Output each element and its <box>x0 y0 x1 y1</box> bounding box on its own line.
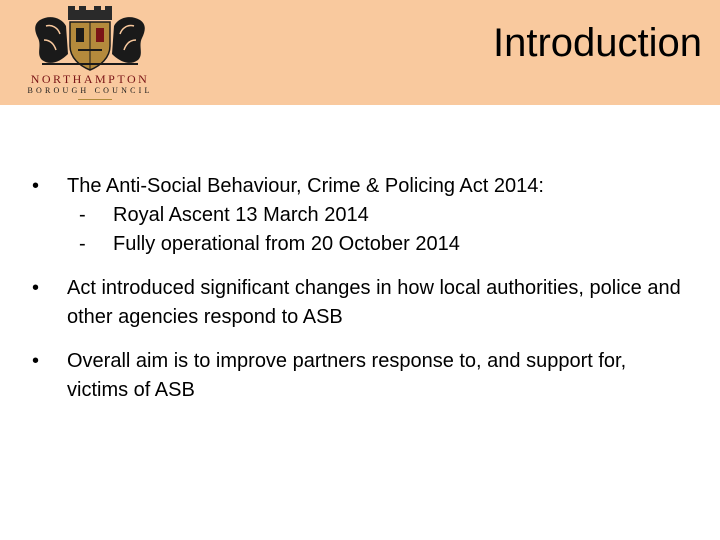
bullet-item <box>32 274 692 332</box>
slide-title: Introduction <box>492 21 702 65</box>
bullet-text: The Anti-Social Behaviour, Crime & Policing Act 2014: <box>67 175 544 197</box>
northampton-logo <box>20 6 160 102</box>
logo-divider <box>78 99 112 100</box>
bullet-text: Act introduced significant changes in how local authorities, police and other agencies respond to ASB <box>67 277 681 328</box>
sub-bullet-text: Royal Ascent 13 March 2014 <box>113 204 369 226</box>
bullet-point: • <box>32 277 40 299</box>
bullet-point: • <box>32 350 40 372</box>
bullet-item <box>32 172 692 259</box>
sub-bullet-dash: - <box>79 233 86 255</box>
bullet-point: • <box>32 175 40 197</box>
coat-of-arms-icon <box>20 6 160 72</box>
sub-bullet-item <box>67 201 692 230</box>
logo-text-borough-council: BOROUGH COUNCIL <box>27 86 153 95</box>
sub-bullet-item <box>67 230 692 259</box>
slide-header <box>0 0 720 105</box>
bullet-item <box>32 347 692 405</box>
sub-bullet-text: Fully operational from 20 October 2014 <box>113 233 460 255</box>
sub-bullet-dash: - <box>79 204 86 226</box>
slide-body <box>32 172 692 420</box>
logo-text-northampton: NORTHAMPTON <box>30 72 150 86</box>
bullet-text: Overall aim is to improve partners response to, and support for, victims of ASB <box>67 350 627 401</box>
